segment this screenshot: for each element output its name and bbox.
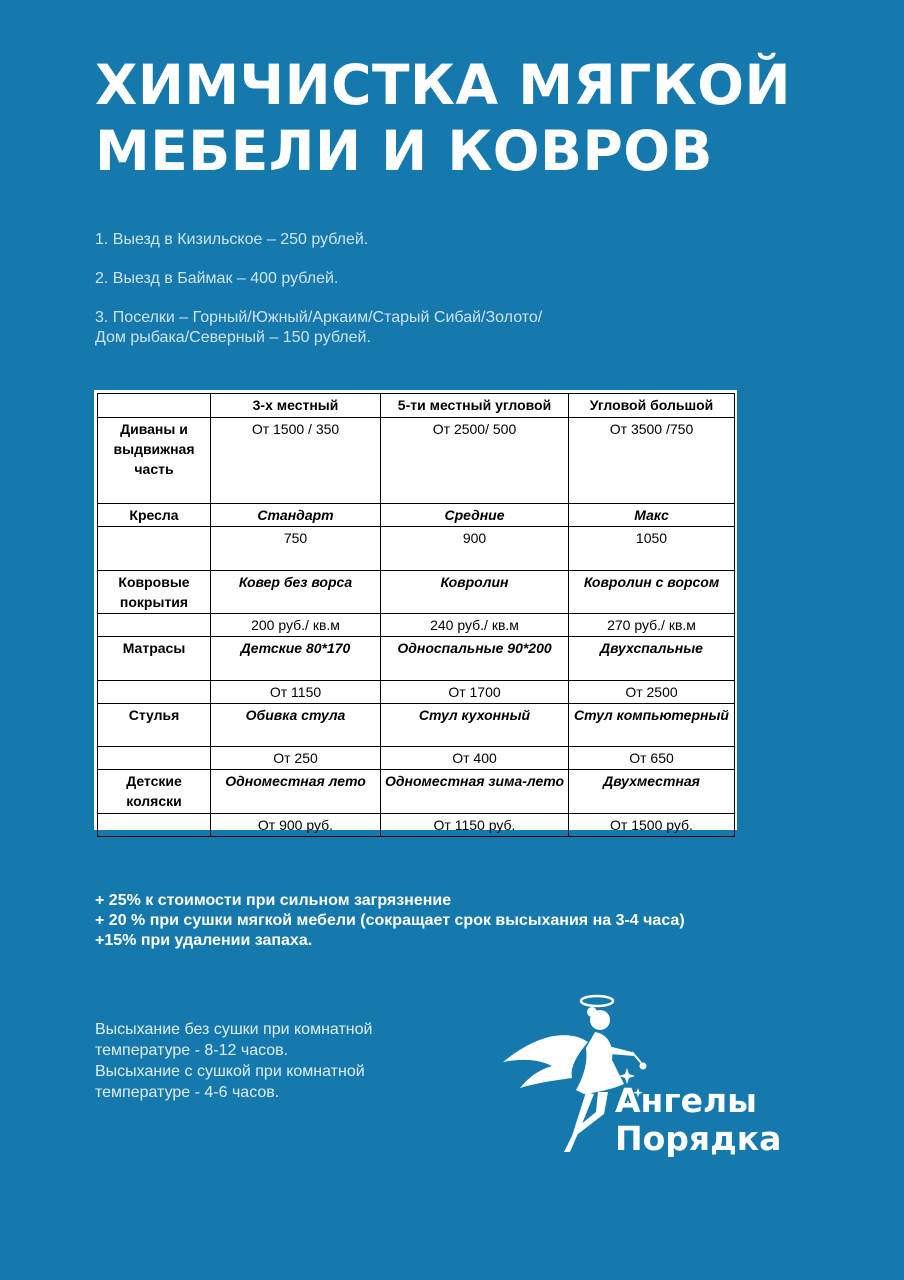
type-cell: Стул кухонный (381, 704, 569, 747)
price-cell: От 900 руб. (211, 814, 381, 837)
travel-item: 1. Выезд в Кизильское – 250 рублей. (95, 231, 369, 248)
drying-line: температуре - 4-6 часов. (95, 1084, 280, 1101)
header-cell: Угловой большой (569, 394, 735, 418)
drying-line: Высыхание с сушкой при комнатной (95, 1063, 365, 1080)
price-cell: 270 руб./ кв.м (569, 614, 735, 637)
price-cell: 900 (381, 527, 569, 571)
row-label-chairs: Стулья (98, 704, 211, 747)
empty-cell (98, 614, 211, 637)
drying-line: Высыхание без сушки при комнатной (95, 1021, 373, 1038)
empty-cell (98, 681, 211, 704)
row-label-carpets: Ковровые покрытия (98, 571, 211, 614)
brand-line-1: Ангелы (615, 1081, 757, 1120)
row-label-mattresses: Матрасы (98, 637, 211, 681)
price-cell: От 1700 (381, 681, 569, 704)
price-cell: 240 руб./ кв.м (381, 614, 569, 637)
surcharge-item: + 20 % при сушки мягкой мебели (сокращает срок высыхания на 3-4 часа) (95, 912, 685, 929)
empty-cell (98, 527, 211, 571)
header-cell: 3-х местный (211, 394, 381, 418)
type-cell: Односпальные 90*200 (381, 637, 569, 681)
price-cell: От 400 (381, 747, 569, 770)
type-cell: Стандарт (211, 504, 381, 527)
drying-line: температуре - 8-12 часов. (95, 1042, 289, 1059)
type-cell: Средние (381, 504, 569, 527)
price-cell: От 3500 /750 (569, 418, 735, 504)
type-cell: Двухспальные (569, 637, 735, 681)
price-cell: От 650 (569, 747, 735, 770)
surcharges (95, 891, 685, 951)
price-cell: От 250 (211, 747, 381, 770)
brand-line-2: Порядка (615, 1119, 782, 1158)
surcharge-item: + 25% к стоимости при сильном загрязнение (95, 892, 452, 909)
travel-info (95, 230, 775, 348)
type-cell: Ковер без ворса (211, 571, 381, 614)
price-cell: 200 руб./ кв.м (211, 614, 381, 637)
page-title (95, 52, 855, 184)
price-cell: От 1500 / 350 (211, 418, 381, 504)
type-cell: Ковролин (381, 571, 569, 614)
header-cell: 5-ти местный угловой (381, 394, 569, 418)
price-cell: От 1150 (211, 681, 381, 704)
header-cell (98, 394, 211, 418)
travel-item: 2. Выезд в Баймак – 400 рублей. (95, 270, 339, 287)
price-cell: От 2500 (569, 681, 735, 704)
empty-cell (98, 747, 211, 770)
drying-info (95, 1019, 372, 1103)
type-cell: Двухместная (569, 770, 735, 814)
price-table (94, 390, 737, 833)
row-label-armchairs: Кресла (98, 504, 211, 527)
brand-name (615, 1082, 781, 1158)
type-cell: Макс (569, 504, 735, 527)
type-cell: Обивка стула (211, 704, 381, 747)
price-cell: От 1150 руб. (381, 814, 569, 837)
travel-item (95, 308, 775, 348)
type-cell: Одноместная лето (211, 770, 381, 814)
row-label-strollers: Детские коляски (98, 770, 211, 814)
type-cell: Одноместная зима-лето (381, 770, 569, 814)
travel-item-line: 3. Поселки – Горный/Южный/Аркаим/Старый Сибай/Золото/ (95, 309, 543, 326)
price-cell: От 1500 руб. (569, 814, 735, 837)
type-cell: Ковролин с ворсом (569, 571, 735, 614)
row-label-sofas: Диваны и выдвижная часть (98, 418, 211, 504)
travel-item-line: Дом рыбака/Северный – 150 рублей. (95, 329, 371, 346)
type-cell: Стул компьютерный (569, 704, 735, 747)
surcharge-item: +15% при удалении запаха. (95, 932, 313, 949)
title-line-1: ХИМЧИСТКА МЯГКОЙ (95, 53, 792, 117)
price-cell: От 2500/ 500 (381, 418, 569, 504)
type-cell: Детские 80*170 (211, 637, 381, 681)
price-cell: 1050 (569, 527, 735, 571)
empty-cell (98, 814, 211, 837)
title-line-2: МЕБЕЛИ И КОВРОВ (95, 119, 713, 183)
price-cell: 750 (211, 527, 381, 571)
